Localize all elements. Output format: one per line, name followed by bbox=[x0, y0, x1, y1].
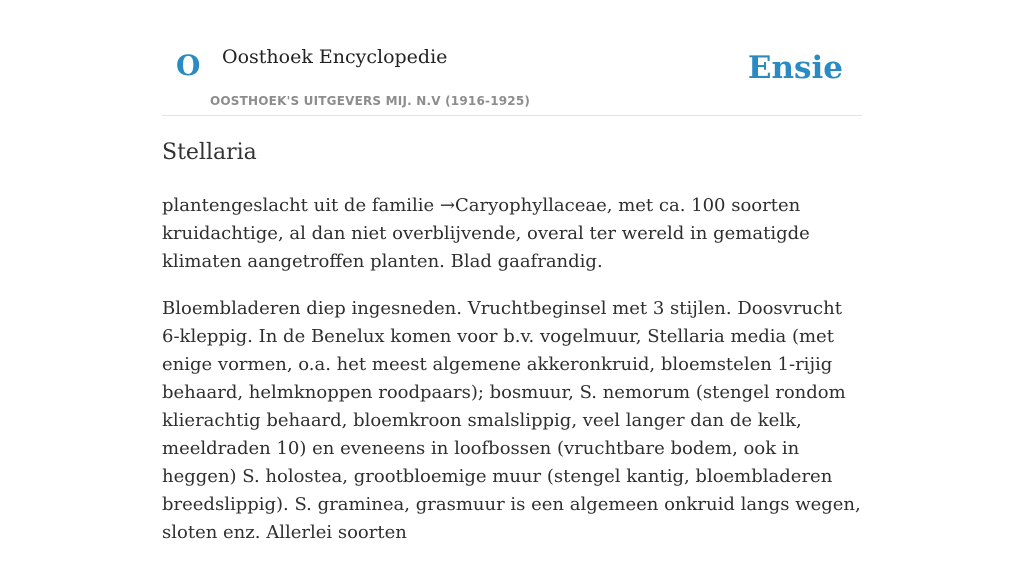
source-header bbox=[162, 36, 862, 116]
source-subtitle: OOSTHOEK'S UITGEVERS MIJ. N.V (1916-1925) bbox=[210, 94, 531, 108]
source-title[interactable]: Oosthoek Encyclopedie bbox=[222, 46, 448, 68]
brand-logo[interactable]: Ensie bbox=[747, 50, 843, 86]
article-title: Stellaria bbox=[162, 140, 257, 165]
article-body bbox=[162, 192, 862, 566]
source-logo[interactable]: O bbox=[176, 49, 201, 82]
article-paragraph: plantengeslacht uit de familie →Caryophyllaceae, met ca. 100 soorten kruidachtige, al dan niet overblijvende, overal ter wereld in gematigde klimaten aangetroffen planten. Blad gaafrandig. bbox=[162, 195, 810, 272]
article-paragraph: Bloembladeren diep ingesneden. Vruchtbeginsel met 3 stijlen. Doosvrucht 6-kleppig. In de Benelux komen voor b.v. vogelmuur, Stellaria media (met enige vormen, o.a. het meest algemene akkeronkruid, bloemstelen 1-rijig behaard, helmknoppen roodpaars); bosmuur, S. nemorum (stengel rondom klierachtig behaard, bloemkroon smalslippig, veel langer dan de kelk, meeldraden 10) en eveneens in loofbossen (vruchtbare bodem, ook in heggen) S. holostea, grootbloemige muur (stengel kantig, bloembladeren breedslippig). S. graminea, grasmuur is een algemeen onkruid langs wegen, sloten enz. Allerlei soorten bbox=[162, 298, 861, 543]
